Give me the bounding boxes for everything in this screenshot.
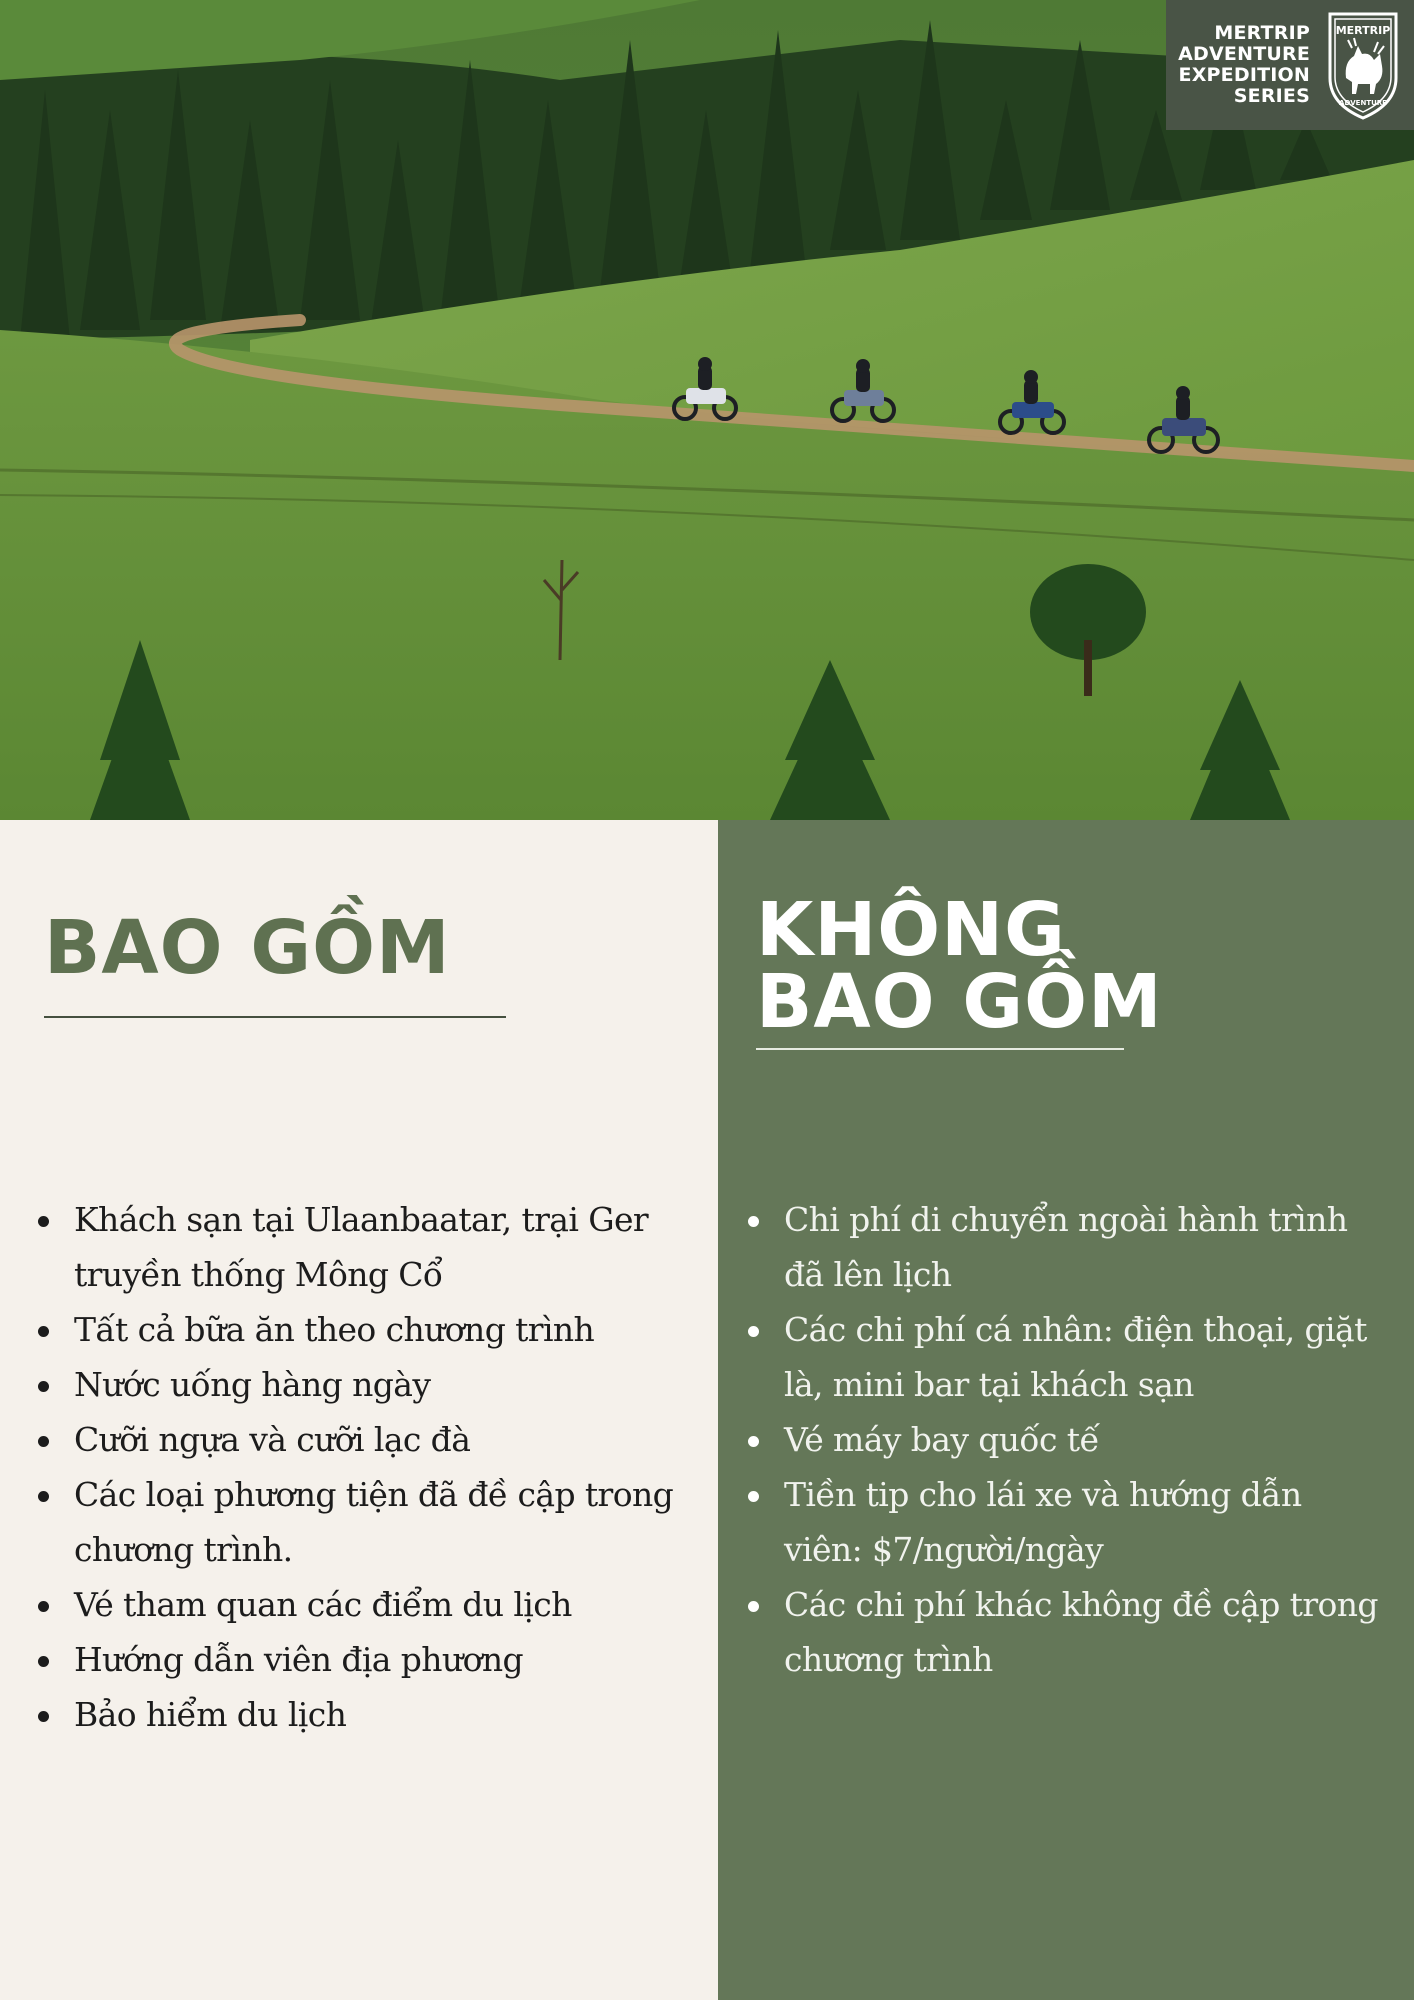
- bullet-icon: [748, 1326, 759, 1337]
- bullet-icon: [748, 1216, 759, 1227]
- bullet-icon: [38, 1216, 49, 1227]
- included-title-line: BAO GỒM: [44, 905, 451, 991]
- bullet-icon: [748, 1601, 759, 1612]
- excluded-title: [756, 887, 1163, 1045]
- seal-top-text: MERTRIP: [1335, 24, 1391, 37]
- list-item: Các chi phí cá nhân: điện thoại, giặt là, mini bar tại khách sạn: [744, 1302, 1384, 1412]
- list-item: Khách sạn tại Ulaanbaatar, trại Ger truyền thống Mông Cổ: [34, 1192, 674, 1302]
- bullet-icon: [748, 1436, 759, 1447]
- included-panel: [0, 820, 718, 2000]
- brand-wordmark: [1178, 23, 1310, 107]
- list-item: Vé tham quan các điểm du lịch: [34, 1577, 674, 1632]
- bullet-icon: [38, 1436, 49, 1447]
- brand-line-3: EXPEDITION: [1178, 64, 1310, 86]
- list-item: Các loại phương tiện đã đề cập trong chương trình.: [34, 1467, 674, 1577]
- list-item: Tiền tip cho lái xe và hướng dẫn viên: $7/người/ngày: [744, 1467, 1384, 1577]
- brand-line-2: ADVENTURE: [1178, 43, 1310, 65]
- list-item: Nước uống hàng ngày: [34, 1357, 674, 1412]
- list-item: Tất cả bữa ăn theo chương trình: [34, 1302, 674, 1357]
- excluded-list: [744, 1192, 1384, 1687]
- bullet-icon: [38, 1656, 49, 1667]
- list-item: Cưỡi ngựa và cưỡi lạc đà: [34, 1412, 674, 1467]
- bullet-icon: [38, 1381, 49, 1392]
- brand-seal-logo: [1324, 8, 1402, 122]
- included-title: [44, 905, 451, 991]
- bullet-icon: [748, 1491, 759, 1502]
- excluded-panel: [718, 820, 1414, 2000]
- excluded-title-line-1: KHÔNG: [756, 887, 1066, 973]
- included-title-underline: [44, 1016, 506, 1018]
- excluded-title-line-2: BAO GỒM: [756, 959, 1163, 1045]
- brand-line-4: SERIES: [1233, 85, 1310, 107]
- bullet-icon: [38, 1491, 49, 1502]
- included-list: [34, 1192, 674, 1742]
- excluded-title-underline: [756, 1048, 1124, 1050]
- seal-bottom-text: ADVENTURE: [1339, 99, 1387, 107]
- list-item: Hướng dẫn viên địa phương: [34, 1632, 674, 1687]
- brand-badge: [1166, 0, 1414, 130]
- bullet-icon: [38, 1326, 49, 1337]
- bullet-icon: [38, 1601, 49, 1612]
- list-item: Chi phí di chuyển ngoài hành trình đã lên lịch: [744, 1192, 1384, 1302]
- list-item: Các chi phí khác không đề cập trong chương trình: [744, 1577, 1384, 1687]
- brand-line-1: MERTRIP: [1214, 22, 1310, 44]
- bullet-icon: [38, 1711, 49, 1722]
- list-item: Bảo hiểm du lịch: [34, 1687, 674, 1742]
- list-item: Vé máy bay quốc tế: [744, 1412, 1384, 1467]
